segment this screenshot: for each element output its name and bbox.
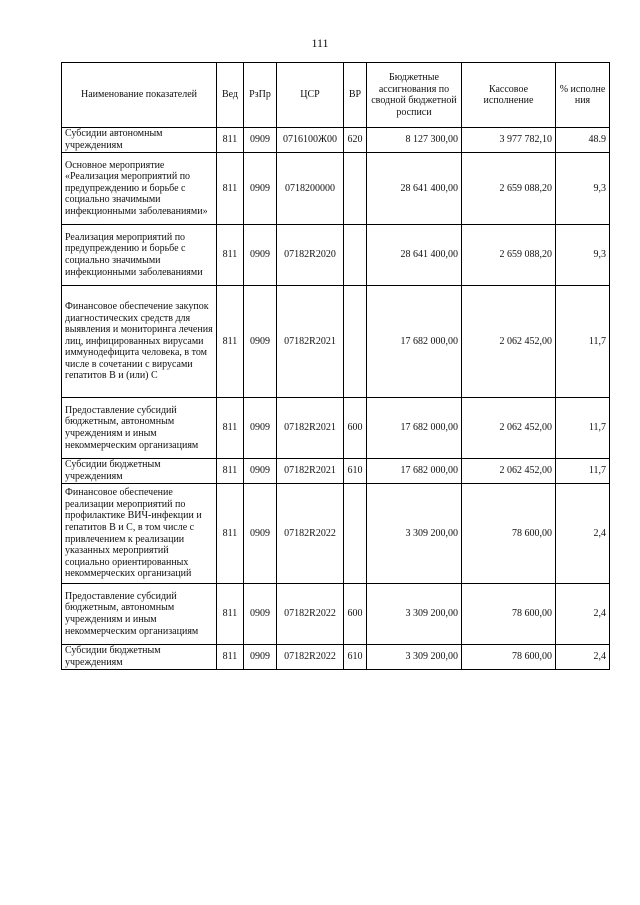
cell-cash: 2 062 452,00: [462, 398, 556, 459]
cell-name: Финансовое обеспечение закупок диагностических средств для выявления и мониторинга лечения лиц, инфицированных вирусами иммунодефицита человека, в том числе в сочетании с вирусами гепатитов В и (или) С: [62, 286, 217, 398]
cell-name: Финансовое обеспечение реализации мероприятий по профилактике ВИЧ-инфекции и гепатитов В и С, в том числе с привлечением к реализации указанных мероприятий социально ориентированных некоммерческих организаций: [62, 484, 217, 584]
cell-rzpr: 0909: [244, 128, 277, 153]
cell-rzpr: 0909: [244, 153, 277, 225]
cell-ved: 811: [217, 225, 244, 286]
cell-pct: 11,7: [556, 398, 610, 459]
table-row: [62, 398, 610, 459]
cell-rzpr: 0909: [244, 584, 277, 645]
cell-csr: 07182R2022: [277, 584, 344, 645]
cell-vr: [344, 225, 367, 286]
cell-rzpr: 0909: [244, 459, 277, 484]
cell-name: Субсидии бюджетным учреждениям: [62, 645, 217, 670]
cell-ved: 811: [217, 645, 244, 670]
table-row: [62, 459, 610, 484]
cell-vr: [344, 484, 367, 584]
cell-cash: 78 600,00: [462, 484, 556, 584]
cell-ved: 811: [217, 153, 244, 225]
cell-pct: 2,4: [556, 584, 610, 645]
cell-ved: 811: [217, 286, 244, 398]
cell-csr: 07182R2022: [277, 484, 344, 584]
cell-rzpr: 0909: [244, 484, 277, 584]
cell-pct: 11,7: [556, 286, 610, 398]
cell-vr: 610: [344, 459, 367, 484]
cell-budget: 8 127 300,00: [367, 128, 462, 153]
cell-budget: 28 641 400,00: [367, 153, 462, 225]
cell-cash: 78 600,00: [462, 584, 556, 645]
cell-rzpr: 0909: [244, 398, 277, 459]
table-row: [62, 153, 610, 225]
cell-budget: 3 309 200,00: [367, 645, 462, 670]
cell-cash: 2 659 088,20: [462, 225, 556, 286]
header-pct: % исполне ния: [556, 63, 610, 128]
table-row: [62, 128, 610, 153]
table-header-row: [62, 63, 610, 128]
cell-cash: 2 659 088,20: [462, 153, 556, 225]
cell-cash: 3 977 782,10: [462, 128, 556, 153]
cell-ved: 811: [217, 484, 244, 584]
cell-budget: 3 309 200,00: [367, 584, 462, 645]
cell-ved: 811: [217, 128, 244, 153]
cell-vr: [344, 286, 367, 398]
cell-vr: 610: [344, 645, 367, 670]
cell-csr: 07182R2021: [277, 286, 344, 398]
cell-csr: 07182R2021: [277, 398, 344, 459]
budget-execution-table: [61, 62, 610, 670]
cell-rzpr: 0909: [244, 225, 277, 286]
header-rzpr: РзПр: [244, 63, 277, 128]
cell-budget: 17 682 000,00: [367, 398, 462, 459]
header-cash: Кассовое исполнение: [462, 63, 556, 128]
cell-ved: 811: [217, 398, 244, 459]
cell-budget: 28 641 400,00: [367, 225, 462, 286]
cell-pct: 2,4: [556, 484, 610, 584]
cell-pct: 9,3: [556, 153, 610, 225]
cell-vr: 600: [344, 584, 367, 645]
cell-name: Субсидии автономным учреждениям: [62, 128, 217, 153]
cell-vr: 600: [344, 398, 367, 459]
cell-cash: 78 600,00: [462, 645, 556, 670]
cell-csr: 07182R2022: [277, 645, 344, 670]
page-number: 111: [311, 36, 329, 50]
header-ved: Вед: [217, 63, 244, 128]
cell-csr: 0718200000: [277, 153, 344, 225]
header-budget: Бюджетные ассигнования по сводной бюджетной росписи: [367, 63, 462, 128]
cell-rzpr: 0909: [244, 286, 277, 398]
table-row: [62, 225, 610, 286]
cell-pct: 2,4: [556, 645, 610, 670]
table-row: [62, 286, 610, 398]
table-row: [62, 584, 610, 645]
cell-name: Предоставление субсидий бюджетным, автономным учреждениям и иным некоммерческим организациям: [62, 584, 217, 645]
cell-csr: 07182R2020: [277, 225, 344, 286]
header-csr: ЦСР: [277, 63, 344, 128]
header-name: Наименование показателей: [62, 63, 217, 128]
cell-csr: 0716100Ж00: [277, 128, 344, 153]
cell-vr: [344, 153, 367, 225]
table-row: [62, 484, 610, 584]
cell-budget: 17 682 000,00: [367, 286, 462, 398]
cell-rzpr: 0909: [244, 645, 277, 670]
cell-vr: 620: [344, 128, 367, 153]
header-vr: ВР: [344, 63, 367, 128]
table-row: [62, 645, 610, 670]
cell-cash: 2 062 452,00: [462, 459, 556, 484]
cell-name: Основное мероприятие «Реализация мероприятий по предупреждению и борьбе с социально значимыми инфекционными заболеваниями»: [62, 153, 217, 225]
cell-csr: 07182R2021: [277, 459, 344, 484]
cell-ved: 811: [217, 459, 244, 484]
cell-budget: 3 309 200,00: [367, 484, 462, 584]
cell-pct: 48.9: [556, 128, 610, 153]
cell-cash: 2 062 452,00: [462, 286, 556, 398]
cell-pct: 9,3: [556, 225, 610, 286]
cell-pct: 11,7: [556, 459, 610, 484]
cell-name: Реализация мероприятий по предупреждению и борьбе с социально значимыми инфекционными заболеваниями: [62, 225, 217, 286]
cell-name: Субсидии бюджетным учреждениям: [62, 459, 217, 484]
cell-name: Предоставление субсидий бюджетным, автономным учреждениям и иным некоммерческим организациям: [62, 398, 217, 459]
cell-ved: 811: [217, 584, 244, 645]
cell-budget: 17 682 000,00: [367, 459, 462, 484]
